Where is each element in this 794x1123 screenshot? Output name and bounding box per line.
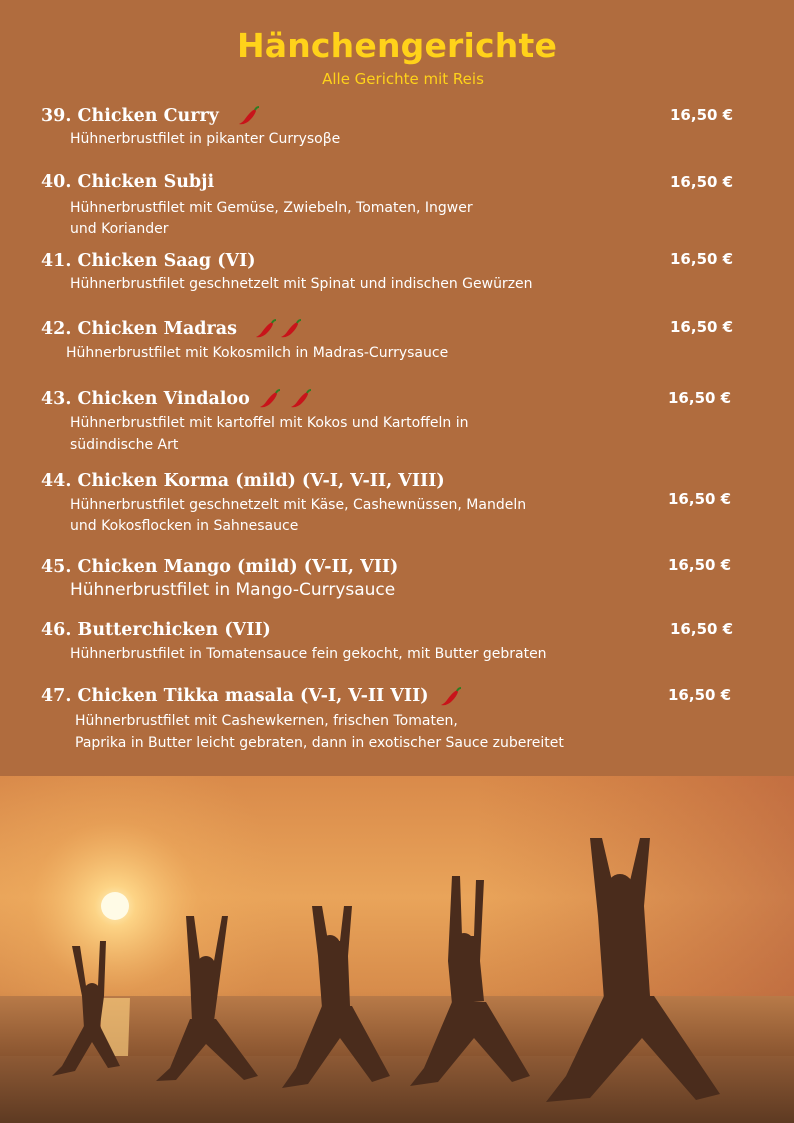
dish-name: 44. Chicken Korma (mild) (V-I, V-II, VIII) (41, 471, 445, 491)
chili-icon (259, 389, 281, 409)
chili-icon (238, 106, 260, 126)
dish-description: südindische Art (70, 437, 179, 453)
dish-price: 16,50 € (668, 686, 732, 704)
dish-name: 46. Butterchicken (VII) (41, 620, 271, 640)
dish-description: Paprika in Butter leicht gebraten, dann in exotischer Sauce zubereitet (75, 735, 564, 751)
yoga-sunset-photo (0, 776, 794, 1123)
dish-price: 16,50 € (670, 318, 734, 336)
dish-description: Hühnerbrustfilet mit kartoffel mit Kokos und Kartoffeln in (70, 415, 469, 431)
dish-description: Hühnerbrustfilet mit Kokosmilch in Madras-Currysauce (66, 345, 449, 361)
dish-price: 16,50 € (670, 173, 734, 191)
dish-description: Hühnerbrustfilet in Tomatensauce fein gekocht, mit Butter gebraten (70, 646, 547, 662)
dish-description: Hühnerbrustfilet geschnetzelt mit Spinat und indischen Gewürzen (70, 276, 533, 292)
dish-description: Hühnerbrustfilet mit Gemüse, Zwiebeln, Tomaten, Ingwer (70, 200, 473, 216)
dish-description: und Koriander (70, 221, 169, 237)
dish-description: Hühnerbrustfilet mit Cashewkernen, frischen Tomaten, (75, 713, 458, 729)
dish-price: 16,50 € (670, 250, 734, 268)
dish-price: 16,50 € (670, 620, 734, 638)
dish-name: 40. Chicken Subji (41, 172, 215, 192)
chili-icon (255, 319, 277, 339)
dish-price: 16,50 € (668, 389, 732, 407)
chili-icon (280, 319, 302, 339)
dish-price: 16,50 € (670, 106, 734, 124)
dish-name: 45. Chicken Mango (mild) (V-II, VII) (41, 557, 399, 577)
dish-name: 43. Chicken Vindaloo (41, 389, 250, 409)
sun-icon (101, 892, 129, 920)
page-subtitle: Alle Gerichte mit Reis (322, 70, 484, 88)
dish-name: 42. Chicken Madras (41, 319, 237, 339)
dish-name: 47. Chicken Tikka masala (V-I, V-II VII) (41, 686, 429, 706)
dish-name: 39. Chicken Curry (41, 106, 219, 126)
dish-description: Hühnerbrustfilet in pikanter Currysoβe (70, 131, 341, 147)
dish-price: 16,50 € (668, 490, 732, 508)
page-title: Hänchengerichte (236, 26, 558, 65)
chili-icon (290, 389, 312, 409)
dish-description: und Kokosflocken in Sahnesauce (70, 518, 299, 534)
dish-description: Hühnerbrustfilet in Mango-Currysauce (70, 580, 396, 600)
dish-description: Hühnerbrustfilet geschnetzelt mit Käse, Cashewnüssen, Mandeln (70, 497, 527, 513)
chili-icon (440, 687, 462, 707)
dish-price: 16,50 € (668, 556, 732, 574)
dish-name: 41. Chicken Saag (VI) (41, 251, 256, 271)
